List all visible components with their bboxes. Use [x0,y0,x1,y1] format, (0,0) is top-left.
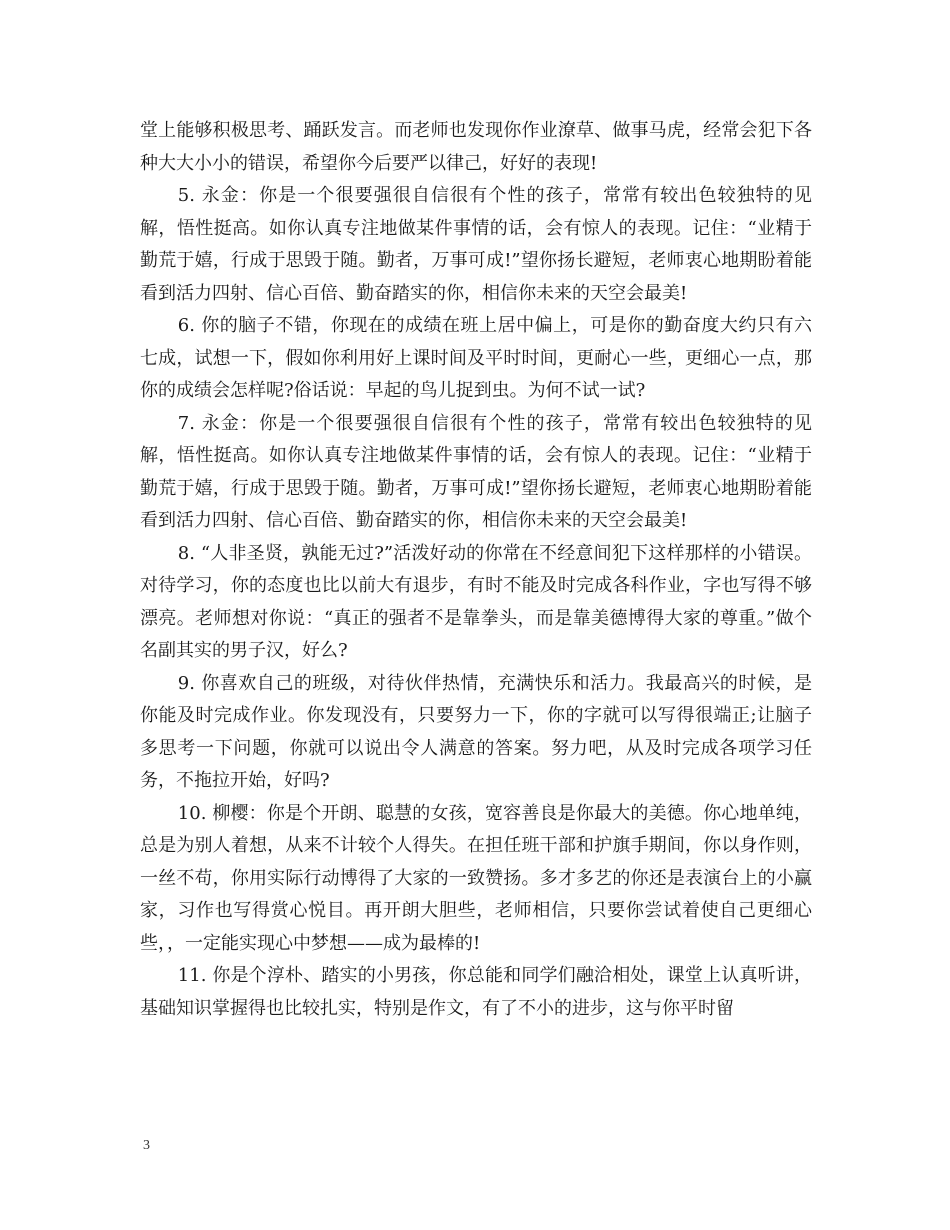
paragraph-11: 11. 你是个淳朴、踏实的小男孩，你总能和同学们融洽相处，课堂上认真听讲，基础知识掌握得也比较扎实，特别是作文，有了不小的进步，这与你平时留 [140,965,812,1019]
paragraph-10: 10. 柳樱：你是个开朗、聪慧的女孩，宽容善良是你最大的美德。你心地单纯，总是为别人着想，从来不计较个人得失。在担任班干部和护旗手期间，你以身作则，一丝不苟，你用实际行动博得了大家的一致赞扬。多才多艺的你还是表演台上的小赢家，习作也写得赏心悦目。再开朗大胆些，老师相信，只要你尝试着使自己更细心些，，一定能实现心中梦想——成为最棒的! [140,802,812,954]
paragraph-9: 9. 你喜欢自己的班级，对待伙伴热情，充满快乐和活力。我最高兴的时候，是你能及时完成作业。你发现没有，只要努力一下，你的字就可以写得很端正;让脑子多思考一下问题，你就可以说出令人满意的答案。努力吧，从及时完成各项学习任务，不拖拉开始，好吗? [140,672,812,791]
paragraph-continued: 堂上能够积极思考、踊跃发言。而老师也发现你作业潦草、做事马虎，经常会犯下各种大大小小的错误，希望你今后要严以律己，好好的表现! [140,120,812,174]
paragraph-5: 5. 永金：你是一个很要强很自信很有个性的孩子，常常有较出色较独特的见解，悟性挺高。如你认真专注地做某件事情的话，会有惊人的表现。记住：“业精于勤荒于嬉，行成于思毁于随。勤者，万事可成!”望你扬长避短，老师衷心地期盼着能看到活力四射、信心百倍、勤奋踏实的你，相信你未来的天空会最美! [140,185,812,304]
document-body [140,115,812,1025]
page-number: 3 [143,1138,150,1153]
paragraph-8: 8. “人非圣贤，孰能无过?”活泼好动的你常在不经意间犯下这样那样的小错误。对待学习，你的态度也比以前大有退步，有时不能及时完成各科作业，字也写得不够漂亮。老师想对你说：“真正的强者不是靠拳头，而是靠美德博得大家的尊重。”做个名副其实的男子汉，好么? [140,542,812,661]
paragraph-7: 7. 永金：你是一个很要强很自信很有个性的孩子，常常有较出色较独特的见解，悟性挺高。如你认真专注地做某件事情的话，会有惊人的表现。记住：“业精于勤荒于嬉，行成于思毁于随。勤者，万事可成!”望你扬长避短，老师衷心地期盼着能看到活力四射、信心百倍、勤奋踏实的你，相信你未来的天空会最美! [140,412,812,531]
paragraph-6: 6. 你的脑子不错，你现在的成绩在班上居中偏上，可是你的勤奋度大约只有六七成，试想一下，假如你利用好上课时间及平时时间，更耐心一些，更细心一点，那你的成绩会怎样呢?俗话说：早起的鸟儿捉到虫。为何不试一试? [140,315,812,401]
